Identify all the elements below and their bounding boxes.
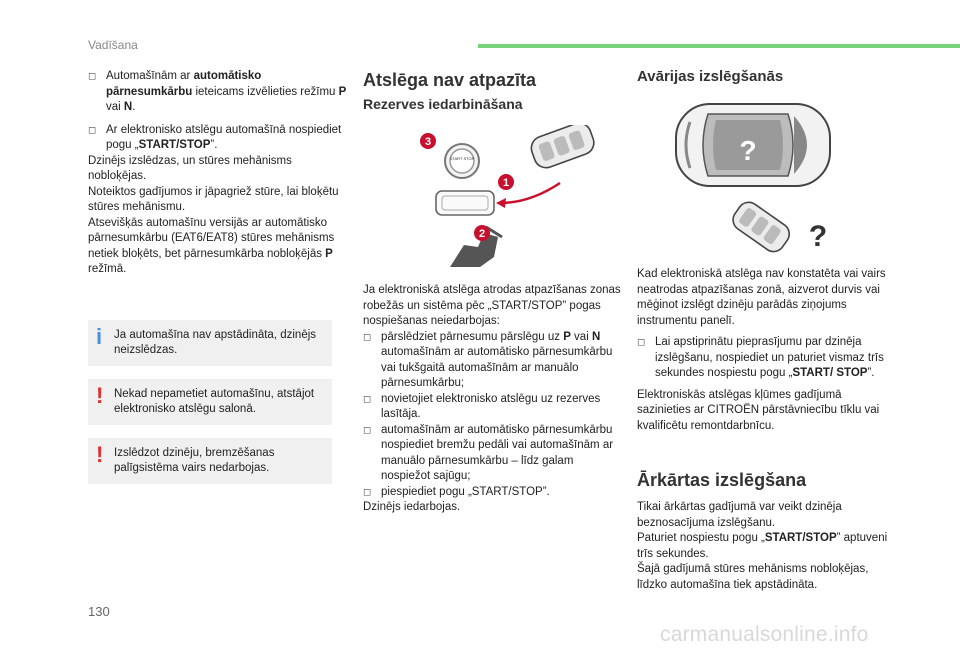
paragraph: Kad elektroniskā atslēga nav konstatēta vai vairs neatrodas atpazīšanas zonā, aizverot durvis vai mēģinot izslēgt dzinēju parādās ziņojums instrumentu panelī. <box>637 268 886 327</box>
watermark: carmanualsonline.info <box>660 623 869 646</box>
key-fob-icon <box>528 125 597 171</box>
checkbox-bullet-icon: ◻ <box>637 337 646 348</box>
bullet-item: ◻ piespiediet pogu „START/STOP”. <box>363 485 621 501</box>
bullet-item: ◻ pārslēdziet pārnesumu pārslēgu uz P vai N automašīnām ar automātisko pārnesumkārbu vai tukšgaitā automašīnām ar manuālo pārnesumkārbu; <box>363 330 613 389</box>
paragraph: Atsevišķās automašīnu versijās ar automātisko pārnesumkārbu (EAT6/EAT8) stūres mehānisms netiek bloķēts, bet pārnesumkārba nobloķējās P režīmā. <box>88 216 335 275</box>
warning-note: ! Izslēdzot dzinēju, bremzēšanas palīgsistēma vairs nedarbojas. <box>88 438 332 484</box>
column-3-text <box>637 267 889 434</box>
column-1 <box>88 69 350 278</box>
section-title: Vadīšana <box>88 38 138 52</box>
section-heading: Avārijas izslēgšanās <box>637 68 784 85</box>
checkbox-bullet-icon: ◻ <box>363 393 372 405</box>
paragraph: Dzinējs izslēdzas, un stūres mehānisms nobloķējas. <box>88 154 292 182</box>
column-3-text-2 <box>637 500 889 593</box>
missing-key-illustration <box>668 100 848 260</box>
header-bar <box>478 44 960 48</box>
section-heading: Atslēga nav atpazīta <box>363 70 537 90</box>
subsection-heading: Rezerves iedarbināšana <box>363 96 523 112</box>
question-mark: ? <box>808 220 828 253</box>
svg-text:3: 3 <box>424 136 432 148</box>
svg-text:2: 2 <box>478 228 486 240</box>
bullet-item: ◻ Ar elektronisko atslēgu automašīnā nospiediet pogu „START/STOP”. <box>88 123 342 151</box>
warning-icon: ! <box>96 442 104 467</box>
section-heading: Ārkārtas izslēgšana <box>637 470 807 490</box>
key-fob-icon <box>729 198 794 256</box>
checkbox-bullet-icon: ◻ <box>363 331 372 343</box>
checkbox-bullet-icon: ◻ <box>363 424 372 436</box>
bullet-item: ◻ novietojiet elektronisko atslēgu uz rezerves lasītāja. <box>363 392 601 420</box>
warning-note: ! Nekad nepametiet automašīnu, atstājot elektronisko atslēgu salonā. <box>88 379 332 425</box>
paragraph: Elektroniskās atslēgas kļūmes gadījumā sazinieties ar CITROËN pārstāvniecību tīklu vai kvalificētu remontdarbnīcu. <box>637 388 880 432</box>
paragraph: Paturiet nospiestu pogu „START/STOP” aptuveni trīs sekundes. <box>637 532 888 560</box>
paragraph: Šajā gadījumā stūres mehānisms nobloķējas, līdzko automašīna tiek apstādināta. <box>637 563 869 591</box>
paragraph: Tikai ārkārtas gadījumā var veikt dzinēja beznosacījuma izslēgšanu. <box>637 501 842 529</box>
paragraph: Ja elektroniskā atslēga atrodas atpazīšanas zonas robežās un sistēma pēc „START/STOP” pogas nospiešanas neiedarbojas: <box>363 284 621 327</box>
backup-start-illustration <box>410 125 610 275</box>
svg-text:1: 1 <box>502 177 510 189</box>
paragraph: Dzinējs iedarbojas. <box>363 501 461 513</box>
warning-icon: ! <box>96 383 104 408</box>
info-note: i Ja automašīna nav apstādināta, dzinējs neizslēdzas. <box>88 320 332 366</box>
column-2-text <box>363 283 621 516</box>
backup-reader-icon <box>436 191 494 215</box>
page-number: 130 <box>88 604 110 619</box>
bullet-item: ◻ automašīnām ar automātisko pārnesumkārbu nospiediet bremžu pedāli vai automašīnām ar manuālo pārnesumkārbu – līdz galam nospiežot sajūgu; <box>363 423 614 482</box>
checkbox-bullet-icon: ◻ <box>88 124 97 136</box>
paragraph: Noteiktos gadījumos ir jāpagriež stūre, lai bloķētu stūres mehānismu. <box>88 185 339 213</box>
info-icon: i <box>96 324 103 349</box>
bullet-item: ◻ Lai apstiprinātu pieprasījumu par dzinēja izslēgšanu, nospiediet un paturiet vismaz trīs sekundes nospiestu pogu „START/ STOP”. <box>637 336 884 379</box>
question-mark: ? <box>739 135 757 166</box>
checkbox-bullet-icon: ◻ <box>88 71 97 82</box>
start-stop-label: START STOP <box>449 156 475 161</box>
bullet-item: ◻ Automašīnām ar automātisko pārnesumkārbu ieteicams izvēlieties režīmu P vai N. <box>88 70 347 113</box>
checkbox-bullet-icon: ◻ <box>363 486 372 498</box>
